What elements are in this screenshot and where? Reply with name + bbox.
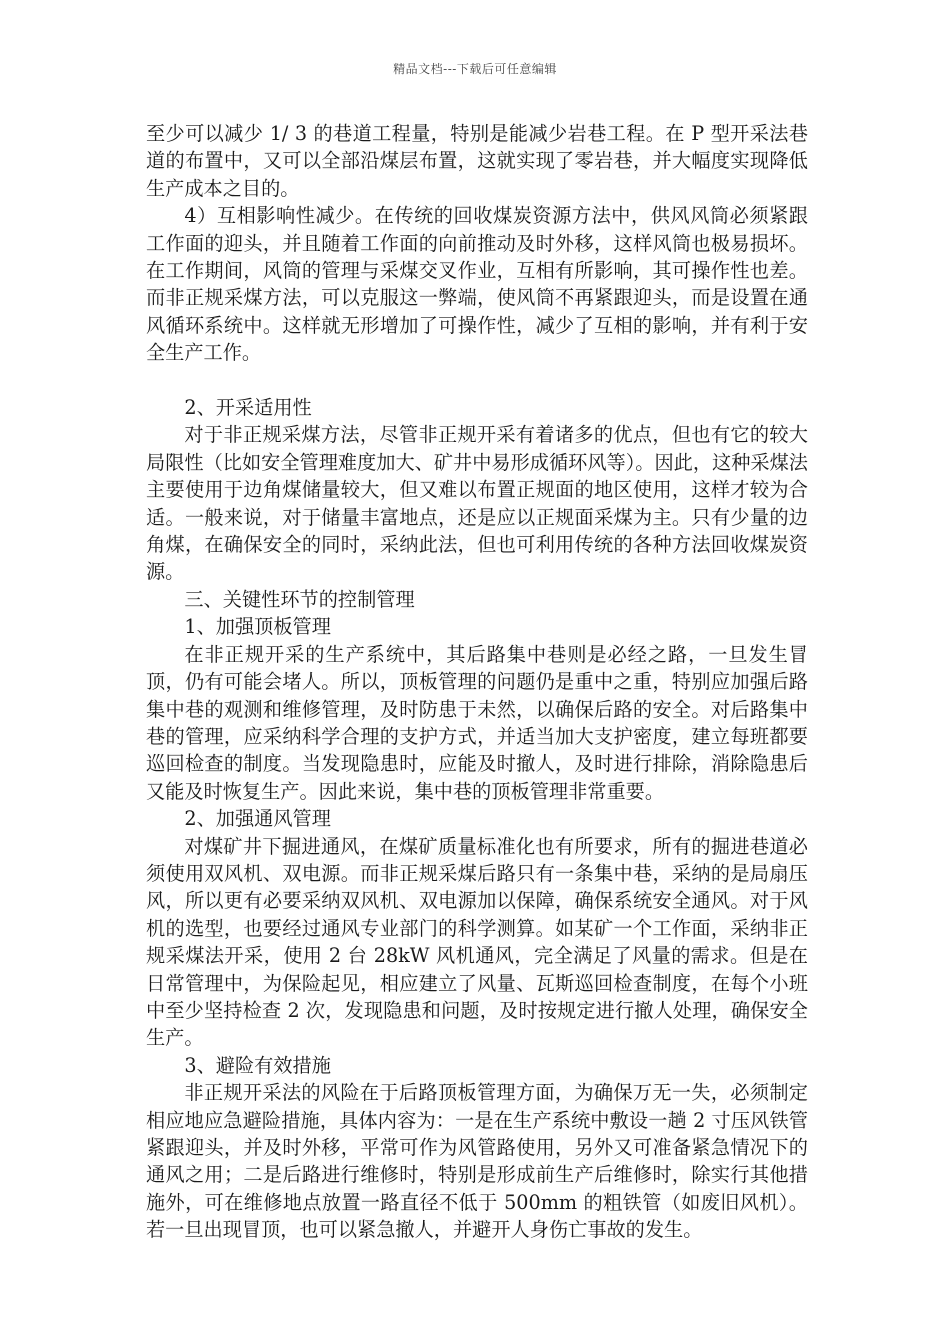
paragraph: 非正规开采法的风险在于后路顶板管理方面，为确保万无一失，必须制定相应地应急避险措施，具体内容为：一是在生产系统中敷设一趟 2 寸压风铁管紧跟迎头，并及时外移，平常可作为风管路使用，另外又可准备紧急情况下的通风之用；二是后路进行维修时，特别是形成前生产后维修时，除实行其他措施外，可在维修地点放置一路直径不低于 500mm 的粗铁管（如废旧风机）。若一旦出现冒顶，也可以紧急撤人，并避开人身伤亡事故的发生。	[146, 1081, 808, 1242]
paragraph-spacer	[146, 367, 808, 394]
paragraph: 至少可以减少 1/ 3 的巷道工程量，特别是能减少岩巷工程。在 P 型开采法巷道的布置中，又可以全部沿煤层布置，这就实现了零岩巷，并大幅度实现降低生产成本之目的。	[146, 122, 808, 200]
section-heading: 3、避险有效措施	[184, 1053, 331, 1077]
section-heading: 1、加强顶板管理	[184, 615, 331, 639]
section-heading: 三、关键性环节的控制管理	[184, 587, 415, 611]
paragraph: 4）互相影响性减少。在传统的回收煤炭资源方法中，供风风筒必须紧跟工作面的迎头，并且随着工作面的向前推动及时外移，这样风筒也极易损坏。在工作期间，风筒的管理与采煤交叉作业，互相有所影响，其可操作性也差。而非正规采煤方法，可以克服这一弊端，使风筒不再紧跟迎头，而是设置在通风循环系统中。这样就无形增加了可操作性，减少了互相的影响，并有利于安全生产工作。	[146, 204, 808, 365]
paragraph: 对于非正规采煤方法，尽管非正规开采有着诸多的优点，但也有它的较大局限性（比如安全管理难度加大、矿井中易形成循环风等）。因此，这种采煤法主要使用于边角煤储量较大，但又难以布置正规面的地区使用，这样才较为合适。一般来说，对于储量丰富地点，还是应以正规面采煤为主。只有少量的边角煤，在确保安全的同时，采纳此法，但也可利用传统的各种方法回收煤炭资源。	[146, 423, 808, 584]
paragraph: 在非正规开采的生产系统中，其后路集中巷则是必经之路，一旦发生冒顶，仍有可能会堵人。所以，顶板管理的问题仍是重中之重，特别应加强后路集中巷的观测和维修管理，及时防患于未然，以确保后路的安全。对后路集中巷的管理，应采纳科学合理的支护方式，并适当加大支护密度，建立每班都要巡回检查的制度。当发现隐患时，应能及时撤人，及时进行排除，消除隐患后又能及时恢复生产。因此来说，集中巷的顶板管理非常重要。	[146, 642, 808, 803]
section-heading: 2、加强通风管理	[184, 807, 331, 831]
page-header: 精品文档---下载后可任意编辑	[393, 62, 557, 76]
section-heading: 2、开采适用性	[184, 396, 312, 420]
document-body	[146, 120, 808, 1244]
paragraph: 对煤矿井下掘进通风，在煤矿质量标准化也有所要求，所有的掘进巷道必须使用双风机、双电源。而非正规采煤后路只有一条集中巷，采纳的是局扇压风，所以更有必要采纳双风机、双电源加以保障，确保系统安全通风。对于风机的选型，也要经过通风专业部门的科学测算。如某矿一个工作面，采纳非正规采煤法开采，使用 2 台 28kW 风机通风，完全满足了风量的需求。但是在日常管理中，为保险起见，相应建立了风量、瓦斯巡回检查制度，在每个小班中至少坚持检查 2 次，发现隐患和问题，及时按规定进行撤人处理，确保安全生产。	[146, 834, 808, 1050]
